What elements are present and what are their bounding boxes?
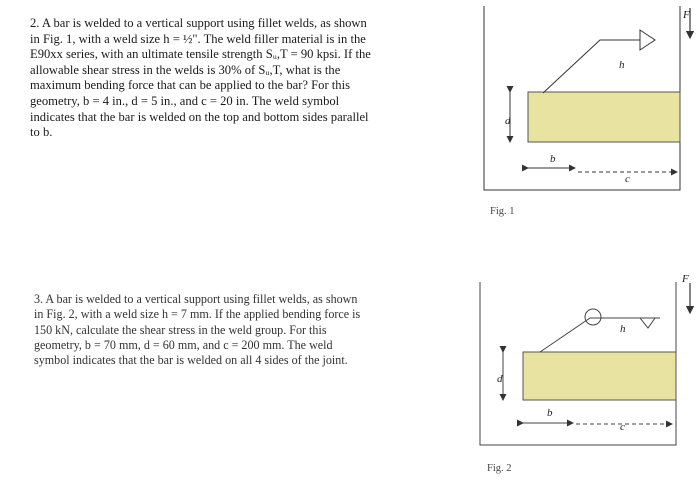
fig2-label-F: F: [682, 273, 689, 285]
problem-2-line: geometry, b = 4 in., d = 5 in., and c = 20 in. The weld symbol: [30, 93, 340, 108]
fig2-weld-all-around-symbol: [585, 309, 601, 325]
fig2-label-b: b: [547, 407, 553, 419]
fig-1-caption: Fig. 1: [490, 206, 515, 217]
fig1-weld-leader: [543, 40, 640, 93]
problem-3-line: symbol indicates that the bar is welded on all 4 sides of the joint.: [34, 353, 348, 368]
problem-3-line: 150 kN, calculate the shear stress in the weld group. For this: [34, 322, 327, 337]
fig2-label-d: d: [497, 373, 503, 385]
fig1-bar: [528, 92, 680, 142]
fig2-bar: [523, 352, 676, 400]
figure-2: [480, 273, 690, 445]
problem-2-line: 2. A bar is welded to a vertical support using fillet welds, as shown: [30, 16, 367, 30]
problem-3-line: 3. A bar is welded to a vertical support using fillet welds, as shown: [34, 292, 358, 306]
fig1-label-h: h: [619, 59, 625, 71]
fig1-label-d: d: [505, 115, 511, 127]
problem-2-line: indicates that the bar is welded on the top and bottom sides parallel: [30, 109, 369, 124]
fig1-label-F: F: [683, 9, 690, 21]
problem-2-line: to b.: [30, 125, 53, 140]
problem-2-line: in Fig. 1, with a weld size h = ½". The weld filler material is in the: [30, 31, 366, 46]
fig-2-caption: Fig. 2: [487, 463, 512, 474]
problem-3-line: in Fig. 2, with a weld size h = 7 mm. If the applied bending force is: [34, 307, 361, 322]
figure-1: [484, 6, 690, 190]
fig1-label-c: c: [625, 173, 630, 185]
fig2-label-h: h: [620, 323, 626, 335]
problem-2-line: E90xx series, with an ultimate tensile strength Sᵤ,T = 90 kpsi. If the: [30, 47, 371, 62]
problem-2-line: allowable shear stress in the welds is 30% of Sᵤ,T, what is the: [30, 62, 341, 77]
fig2-weld-symbol: [640, 318, 655, 328]
fig2-weld-leader: [540, 318, 660, 352]
problem-3-line: geometry, b = 70 mm, d = 60 mm, and c = 200 mm. The weld: [34, 337, 333, 352]
fig1-weld-symbol: [640, 30, 655, 50]
fig2-label-c: c: [620, 421, 625, 433]
fig1-label-b: b: [550, 153, 556, 165]
problem-2-line: maximum bending force that can be applied to the bar? For this: [30, 78, 350, 93]
